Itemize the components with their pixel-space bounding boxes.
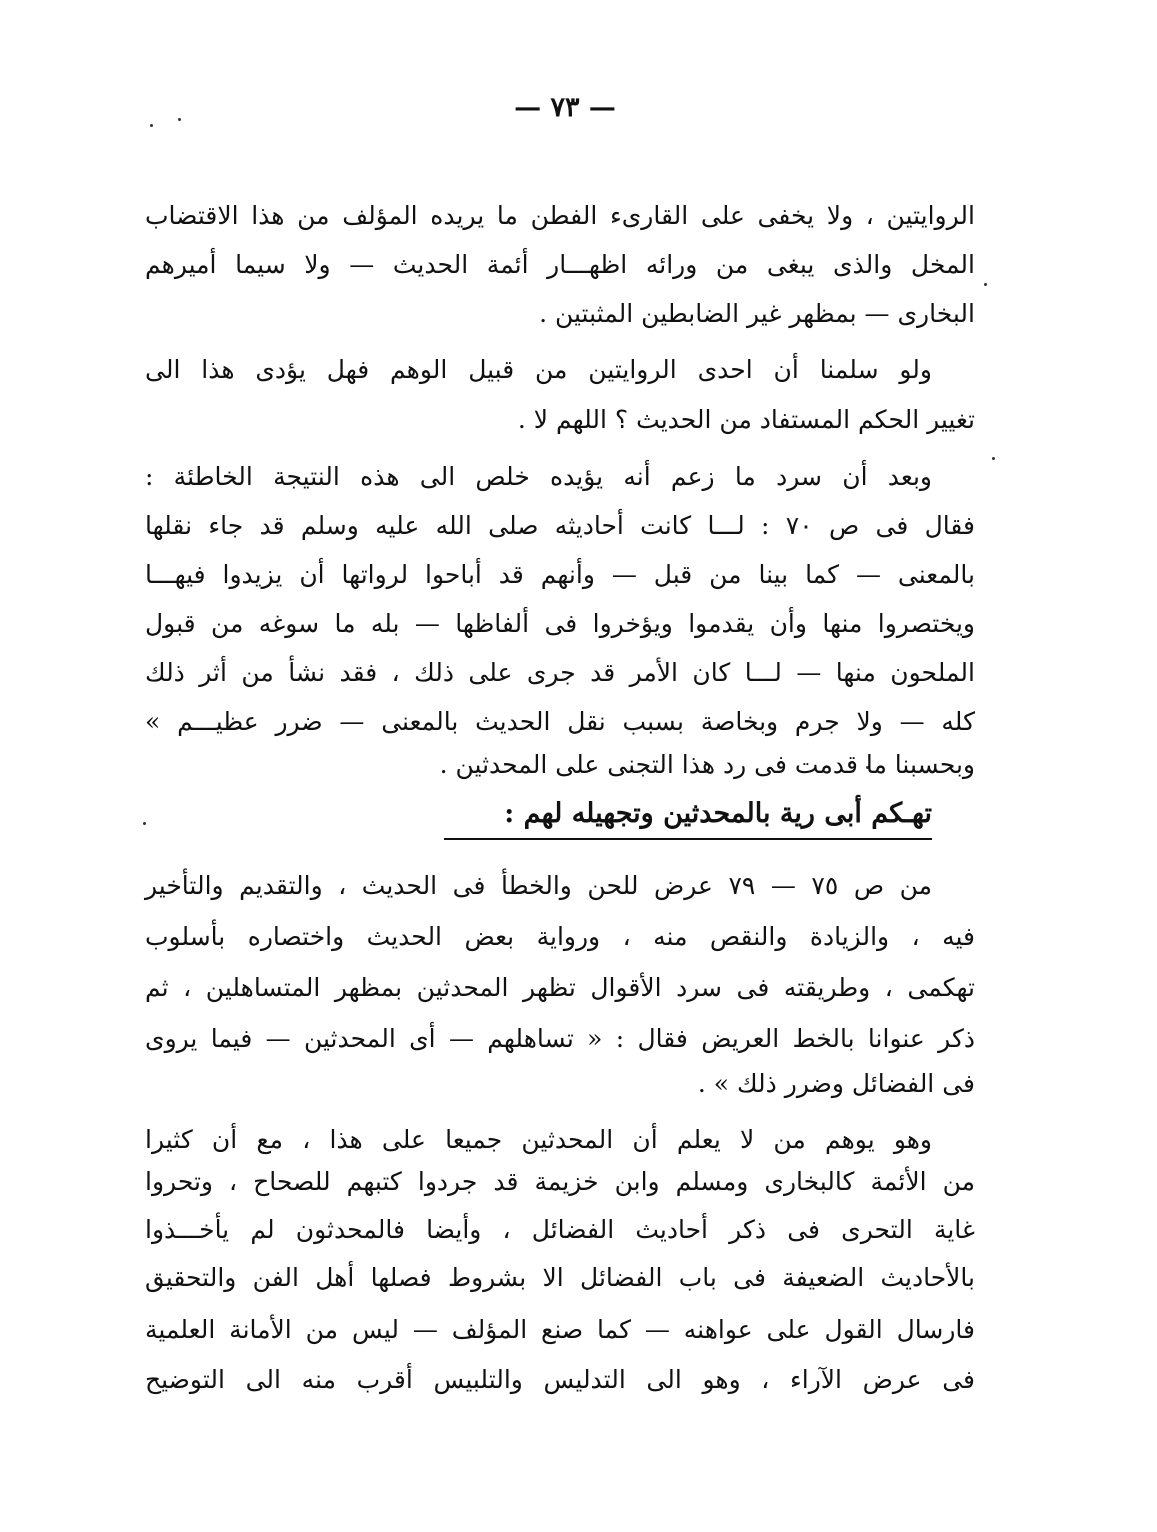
heading-underline bbox=[444, 838, 932, 840]
scan-speck bbox=[143, 822, 146, 825]
text-line: من ص ٧٥ — ٧٩ عرض للحن والخطأ فى الحديث ، والتقديم والتأخير bbox=[145, 871, 932, 900]
text-line: البخارى — بمظهر غير الضابطين المثبتين . bbox=[539, 299, 975, 328]
text-line: ذكر عنوانا بالخط العريض فقال : « تساهلهم — أى المحدثين — فيما يروى bbox=[145, 1024, 975, 1053]
text-line: فى الفضائل وضرر ذلك » . bbox=[697, 1069, 975, 1098]
text-line: من الأئمة كالبخارى ومسلم وابن خزيمة قد جردوا كتبهم للصحاح ، وتحروا bbox=[145, 1167, 975, 1196]
text-line: الملحون منها — لـــا كان الأمر قد جرى على ذلك ، فقد نشأ من أثر ذلك bbox=[145, 658, 975, 687]
text-line: المخل والذى يبغى من ورائه اظهـــار أئمة الحديث — ولا سيما أميرهم bbox=[145, 250, 975, 279]
text-line: فارسال القول على عواهنه — كما صنع المؤلف — ليس من الأمانة العلمية bbox=[145, 1315, 975, 1344]
scan-speck bbox=[984, 283, 987, 286]
section-heading: تهـكم أبى رية بالمحدثين وتجهيله لهم : bbox=[504, 798, 932, 829]
text-line: فقال فى ص ٧٠ : لـــا كانت أحاديثه صلى الله عليه وسلم قد جاء نقلها bbox=[145, 511, 975, 540]
page-number: — ٧٣ — bbox=[514, 92, 616, 123]
text-line: الروايتين ، ولا يخفى على القارىء الفطن ما يريده المؤلف من هذا الاقتضاب bbox=[145, 201, 975, 230]
text-line: ولو سلمنا أن احدى الروايتين من قبيل الوهم فهل يؤدى هذا الى bbox=[145, 355, 932, 384]
scan-speck bbox=[150, 124, 153, 127]
text-line: وبعد أن سرد ما زعم أنه يؤيده خلص الى هذه النتيجة الخاطئة : bbox=[145, 462, 932, 491]
text-line: فيه ، والزيادة والنقص منه ، ورواية بعض الحديث واختصاره بأسلوب bbox=[145, 922, 975, 951]
text-line: ويختصروا منها وأن يقدموا ويؤخروا فى ألفاظها — بله ما سوغه من قبول bbox=[145, 609, 975, 638]
text-line: وهو يوهم من لا يعلم أن المحدثين جميعا على هذا ، مع أن كثيرا bbox=[145, 1125, 932, 1154]
text-line: فى عرض الآراء ، وهو الى التدليس والتلبيس أقرب منه الى التوضيح bbox=[145, 1365, 975, 1394]
text-line: غاية التحرى فى ذكر أحاديث الفضائل ، وأيضا فالمحدثون لم يأخـــذوا bbox=[145, 1215, 975, 1244]
text-line: وبحسبنا ما قدمت فى رد هذا التجنى على المحدثين . bbox=[439, 750, 975, 779]
text-line: تهكمى ، وطريقته فى سرد الأقوال تظهر المحدثين بمظهر المتساهلين ، ثم bbox=[145, 973, 975, 1002]
text-line: تغيير الحكم المستفاد من الحديث ؟ اللهم لا . bbox=[517, 405, 975, 434]
text-line: بالأحاديث الضعيفة فى باب الفضائل الا بشروط فصلها أهل الفن والتحقيق bbox=[145, 1263, 975, 1292]
scan-speck bbox=[992, 457, 995, 460]
text-line: بالمعنى — كما بينا من قبل — وأنهم قد أباحوا لرواتها أن يزيدوا فيهـــا bbox=[145, 560, 975, 589]
text-line: كله — ولا جرم وبخاصة بسبب نقل الحديث بالمعنى — ضرر عظيـــم » bbox=[145, 707, 975, 736]
